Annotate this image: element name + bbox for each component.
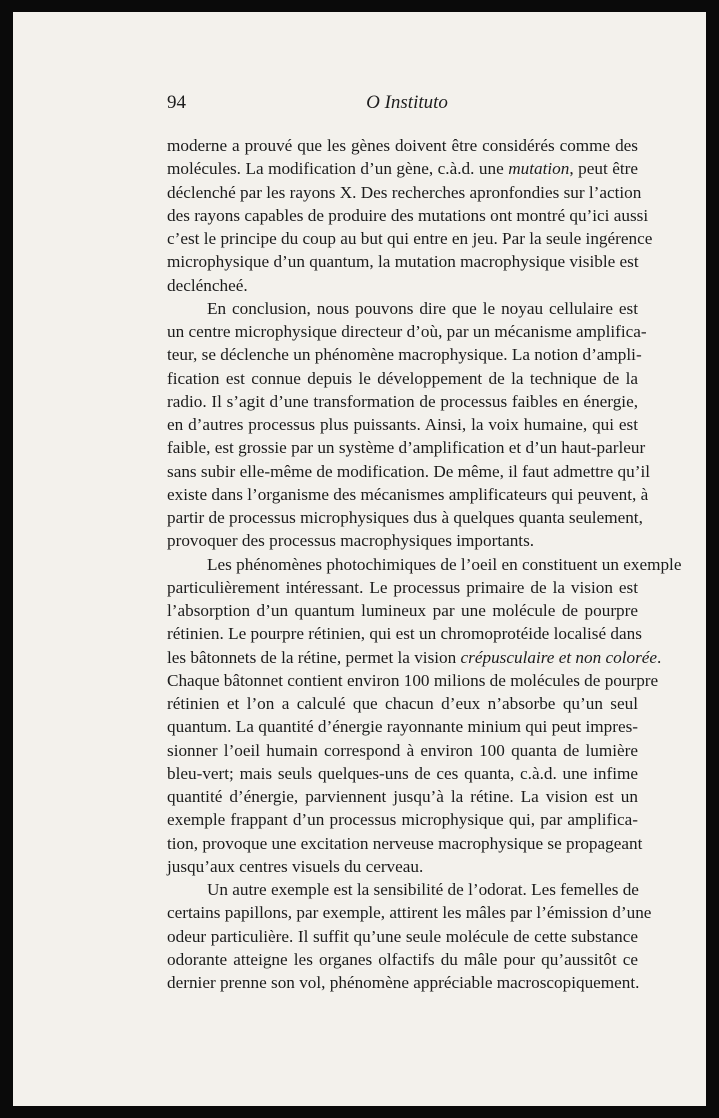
text-segment: partir de processus microphysiques dus à quelques quanta seulement, [167,508,643,527]
text-segment: microphysique d’un quantum, la mutation macrophysique visible est [167,252,639,272]
text-line [167,925,638,948]
text-line [167,599,638,622]
text-line [167,692,638,715]
text-segment: faible, est grossie par un système d’amplification et d’un haut-parleur [167,438,646,458]
text-segment: tion, provoque une excitation nerveuse macrophysique se propageant [167,833,643,853]
text-segment: certains papillons, par exemple, attirent les mâles par l’émission d’une [167,903,652,923]
paragraph [167,553,682,879]
text-line [167,274,638,297]
text-segment: moderne a prouvé que les gènes doivent être considérés comme des [167,136,638,155]
text-line [167,227,653,250]
text-line [167,669,659,692]
text-line [167,204,649,227]
text-line [167,134,638,157]
running-title: O Instituto [366,92,448,113]
scanned-page [13,12,706,1106]
text-segment: quantité d’énergie, parviennent jusqu’à la rétine. La vision est un [167,787,638,806]
text-segment: les bâtonnets de la rétine, permet la vision [167,647,461,667]
text-segment: . [657,647,662,667]
italic-text: mutation [508,159,570,179]
text-line [167,971,638,994]
text-segment: des rayons capables de produire des mutations ont montré qu’ici aussi [167,205,649,225]
text-segment: teur, se déclenche un phénomène macrophysique. La notion d’ampli- [167,345,642,365]
text-segment: exemple frappant d’un processus microphysique qui, par amplifica- [167,810,638,830]
text-segment: jusqu’aux centres visuels du cerveau. [167,856,424,876]
text-line [167,808,638,831]
text-segment: existe dans l’organisme des mécanismes amplificateurs qui peuvent, à [167,484,649,504]
text-line [167,343,642,366]
text-segment: En conclusion, nous pouvons dire que le noyau cellulaire est [207,298,638,318]
text-line [167,646,662,669]
text-line [167,901,652,924]
text-segment: odorante atteigne les organes olfactifs du mâle pour qu’aussitôt ce [167,949,638,969]
text-line [167,622,642,645]
text-segment: Les phénomènes photochimiques de l’oeil en constituent un exemple [207,554,682,574]
text-line [167,785,638,808]
text-line [167,436,646,459]
body-text [167,134,682,994]
text-line [167,413,638,436]
paragraph [167,878,652,994]
text-segment: decléncheé. [167,275,248,295]
italic-text: crépusculaire et non colorée [460,647,658,667]
text-line [167,460,651,483]
text-segment: provoquer des processus macrophysiques importants. [167,531,535,551]
text-line [167,529,638,552]
paragraph [167,134,653,297]
text-segment: , peut être [569,159,638,179]
text-segment: rétinien. Le pourpre rétinien, qui est un chromoprotéide localisé dans [167,624,642,644]
text-segment: sans subir elle-même de modification. De même, il faut admettre qu’il [167,461,651,481]
text-line [167,576,638,599]
text-line [167,948,638,971]
text-segment: bleu-vert; mais seuls quelques-uns de ces quanta, c.à.d. une infime [167,763,638,783]
text-segment: Chaque bâtonnet contient environ 100 milions de molécules de pourpre [167,670,659,690]
text-segment: odeur particulière. Il suffit qu’une seule molécule de cette substance [167,926,638,946]
text-segment: fication est connue depuis le développement de la technique de la [167,368,638,388]
text-segment: déclenché par les rayons X. Des recherches apronfondies sur l’action [167,182,642,202]
text-line [167,832,643,855]
text-line [167,157,638,180]
text-line [167,506,643,529]
page-number: 94 [167,92,186,113]
text-line [167,390,638,413]
text-line [167,878,638,901]
text-segment: rétinien et l’on a calculé que chacun d’eux n’absorbe qu’un seul [167,694,638,713]
text-line [167,367,638,390]
text-segment: molécules. La modification d’un gène, c.à.d. une [167,159,509,179]
page-header [167,92,647,116]
text-line [167,181,642,204]
text-line [167,762,638,785]
text-line [167,483,649,506]
text-segment: radio. Il s’agit d’une transformation de processus faibles en énergie, [167,391,638,411]
text-line [167,855,638,878]
text-segment: un centre microphysique directeur d’où, par un mécanisme amplifica- [167,322,647,341]
text-line [167,297,638,320]
text-line [167,715,638,738]
text-segment: particulièrement intéressant. Le processus primaire de la vision est [167,577,638,597]
text-segment: dernier prenne son vol, phénomène appréciable macroscopiquement. [167,973,640,992]
text-line [167,250,638,273]
text-line [167,739,638,762]
text-segment: en d’autres processus plus puissants. Ainsi, la voix humaine, qui est [167,415,638,434]
text-line [167,553,682,576]
text-segment: Un autre exemple est la sensibilité de l’odorat. Les femelles de [207,880,639,899]
text-line [167,320,647,343]
text-segment: c’est le principe du coup au but qui entre en jeu. Par la seule ingérence [167,229,653,248]
text-segment: sionner l’oeil humain correspond à environ 100 quanta de lumière [167,740,638,760]
text-segment: quantum. La quantité d’énergie rayonnante minium qui peut impres- [167,717,638,737]
paragraph [167,297,651,553]
text-segment: l’absorption d’un quantum lumineux par une molécule de pourpre [167,601,638,620]
